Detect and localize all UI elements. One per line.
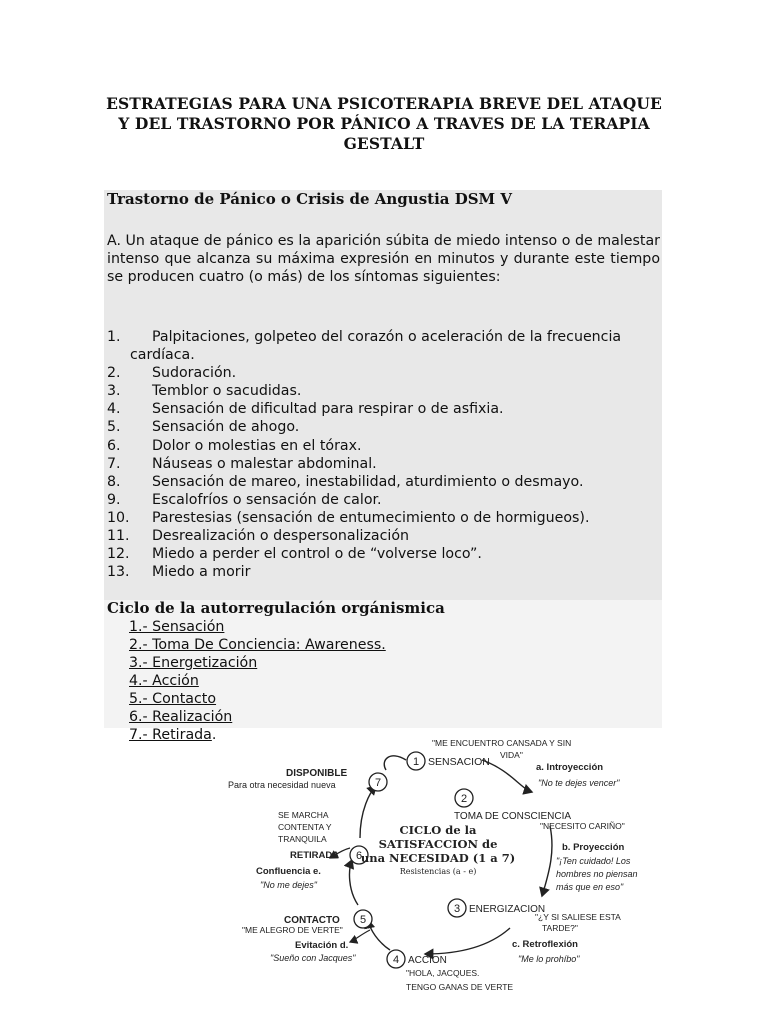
center-title-line: SATISFACCION de	[378, 837, 498, 851]
svg-text:RETIRADA: RETIRADA	[290, 850, 340, 861]
svg-text:7: 7	[374, 777, 382, 789]
list-item: 1. Palpitaciones, golpeteo del corazón o aceleración de la frecuencia cardíaca.	[107, 329, 622, 364]
list-item: 5. Sensación de ahogo.	[107, 419, 300, 436]
list-item: 6.- Realización	[129, 709, 233, 725]
resistance-quote: "No me dejes"	[260, 880, 317, 890]
svg-text:6: 6	[355, 850, 363, 862]
list-item: 4. Sensación de dificultad para respirar o de asfixia.	[107, 401, 504, 418]
svg-text:CONTACTO: CONTACTO	[284, 915, 340, 926]
cycle-arrow	[542, 826, 552, 896]
svg-text:DISPONIBLE: DISPONIBLE	[286, 768, 348, 779]
quote-text: VIDA"	[500, 750, 523, 760]
list-item: 9. Escalofríos o sensación de calor.	[107, 491, 382, 508]
node-4	[387, 950, 447, 968]
node-6	[290, 846, 368, 864]
cycle-steps-list	[129, 618, 386, 744]
svg-text:ACCION: ACCION	[408, 955, 447, 966]
resistance-arrow	[350, 930, 370, 942]
resistance-title: b. Proyección	[562, 842, 625, 853]
svg-text:ENERGIZACION: ENERGIZACION	[469, 904, 546, 915]
cycle-arrow	[368, 920, 390, 950]
svg-text:SENSACION: SENSACION	[428, 756, 490, 768]
cycle-arrow	[360, 786, 376, 838]
resistance-title: c. Retroflexión	[512, 939, 578, 950]
resistance-title: Confluencia e.	[256, 866, 321, 877]
criteria-paragraph: A. Un ataque de pánico es la aparición súbita de miedo intenso o de malestar intenso que alcanza su máxima expresión en minutos y durante este tiempo se producen cuatro (o más) de los síntomas siguientes:	[107, 233, 660, 285]
svg-text:1: 1	[412, 756, 420, 768]
list-item: 5.- Contacto	[129, 691, 217, 707]
cycle-arrow	[350, 860, 358, 905]
list-item: 7.- Retirada.	[129, 727, 217, 743]
cycle-arrow	[384, 756, 406, 770]
quote-text: SE MARCHA	[278, 810, 329, 820]
list-item: 2. Sudoración.	[107, 365, 237, 382]
quote-text: "ME ALEGRO DE VERTE"	[242, 925, 343, 935]
list-item: 3. Temblor o sacudidas.	[107, 383, 302, 400]
satisfaction-cycle-diagram	[220, 730, 670, 1000]
list-item: 13. Miedo a morir	[107, 564, 251, 581]
resistance-title: Evitación d.	[295, 940, 349, 951]
quote-text: "¿Y SI SALIESE ESTA	[535, 912, 621, 922]
quote-text: "NECESITO CARIÑO"	[540, 821, 625, 831]
center-title-line: CICLO de la	[399, 823, 477, 837]
quote-text: Para otra necesidad nueva	[228, 780, 336, 790]
center-subtitle: Resistencias (a - e)	[399, 867, 477, 876]
resistance-title: a. Introyección	[536, 762, 604, 773]
svg-text:TOMA DE CONSCIENCIA: TOMA DE CONSCIENCIA	[454, 811, 572, 822]
list-item: 3.- Energetización	[129, 655, 258, 671]
symptom-list	[107, 328, 662, 581]
svg-text:3: 3	[453, 903, 461, 915]
center-title-line: una NECESIDAD (1 a 7)	[360, 851, 516, 865]
svg-text:2: 2	[460, 793, 468, 805]
list-item: 1.- Sensación	[129, 619, 225, 635]
list-item: 2.- Toma De Conciencia: Awareness.	[129, 637, 386, 653]
resistance-quote: "Me lo prohíbo"	[518, 954, 580, 964]
quote-text: "HOLA, JACQUES.	[406, 968, 480, 978]
quote-text: TRANQUILA	[278, 834, 327, 844]
resistance-quote: "No te dejes vencer"	[538, 778, 620, 788]
list-item: 7. Náuseas o malestar abdominal.	[107, 455, 377, 472]
document-title: ESTRATEGIAS PARA UNA PSICOTERAPIA BREVE DEL ATAQUE Y DEL TRASTORNO POR PÁNICO A TRAVES DE LA TERAPIA GESTALT	[106, 94, 662, 153]
list-item: 6. Dolor o molestias en el tórax.	[107, 437, 362, 454]
svg-text:4: 4	[392, 954, 400, 966]
svg-text:5: 5	[359, 914, 367, 926]
resistance-quote: "Sueño con Jacques"	[270, 953, 356, 963]
section-heading-panic-disorder: Trastorno de Pánico o Crisis de Angustia DSM V	[107, 190, 513, 208]
resistance-quote: hombres no piensan	[556, 869, 638, 879]
quote-text: "ME ENCUENTRO CANSADA Y SIN	[432, 738, 572, 748]
resistance-quote: "¡Ten cuidado! Los	[556, 856, 631, 866]
list-item: 8. Sensación de mareo, inestabilidad, aturdimiento o desmayo.	[107, 473, 584, 490]
section-heading-cycle: Ciclo de la autorregulación orgánismica	[107, 599, 445, 617]
list-item: 10. Parestesias (sensación de entumecimiento o de hormigueos).	[107, 509, 590, 526]
node-2	[454, 789, 571, 822]
quote-text: TENGO GANAS DE VERTE	[406, 982, 514, 992]
resistance-quote: más que en eso"	[556, 882, 624, 892]
list-item: 11. Desrealización o despersonalización	[107, 528, 410, 545]
quote-text: CONTENTA Y	[278, 822, 332, 832]
node-1	[407, 752, 490, 770]
list-item: 4.- Acción	[129, 673, 199, 689]
quote-text: TARDE?"	[542, 923, 578, 933]
list-item: 12. Miedo a perder el control o de “volverse loco”.	[107, 546, 482, 563]
cycle-arrow	[425, 928, 510, 954]
node-3	[448, 899, 545, 917]
